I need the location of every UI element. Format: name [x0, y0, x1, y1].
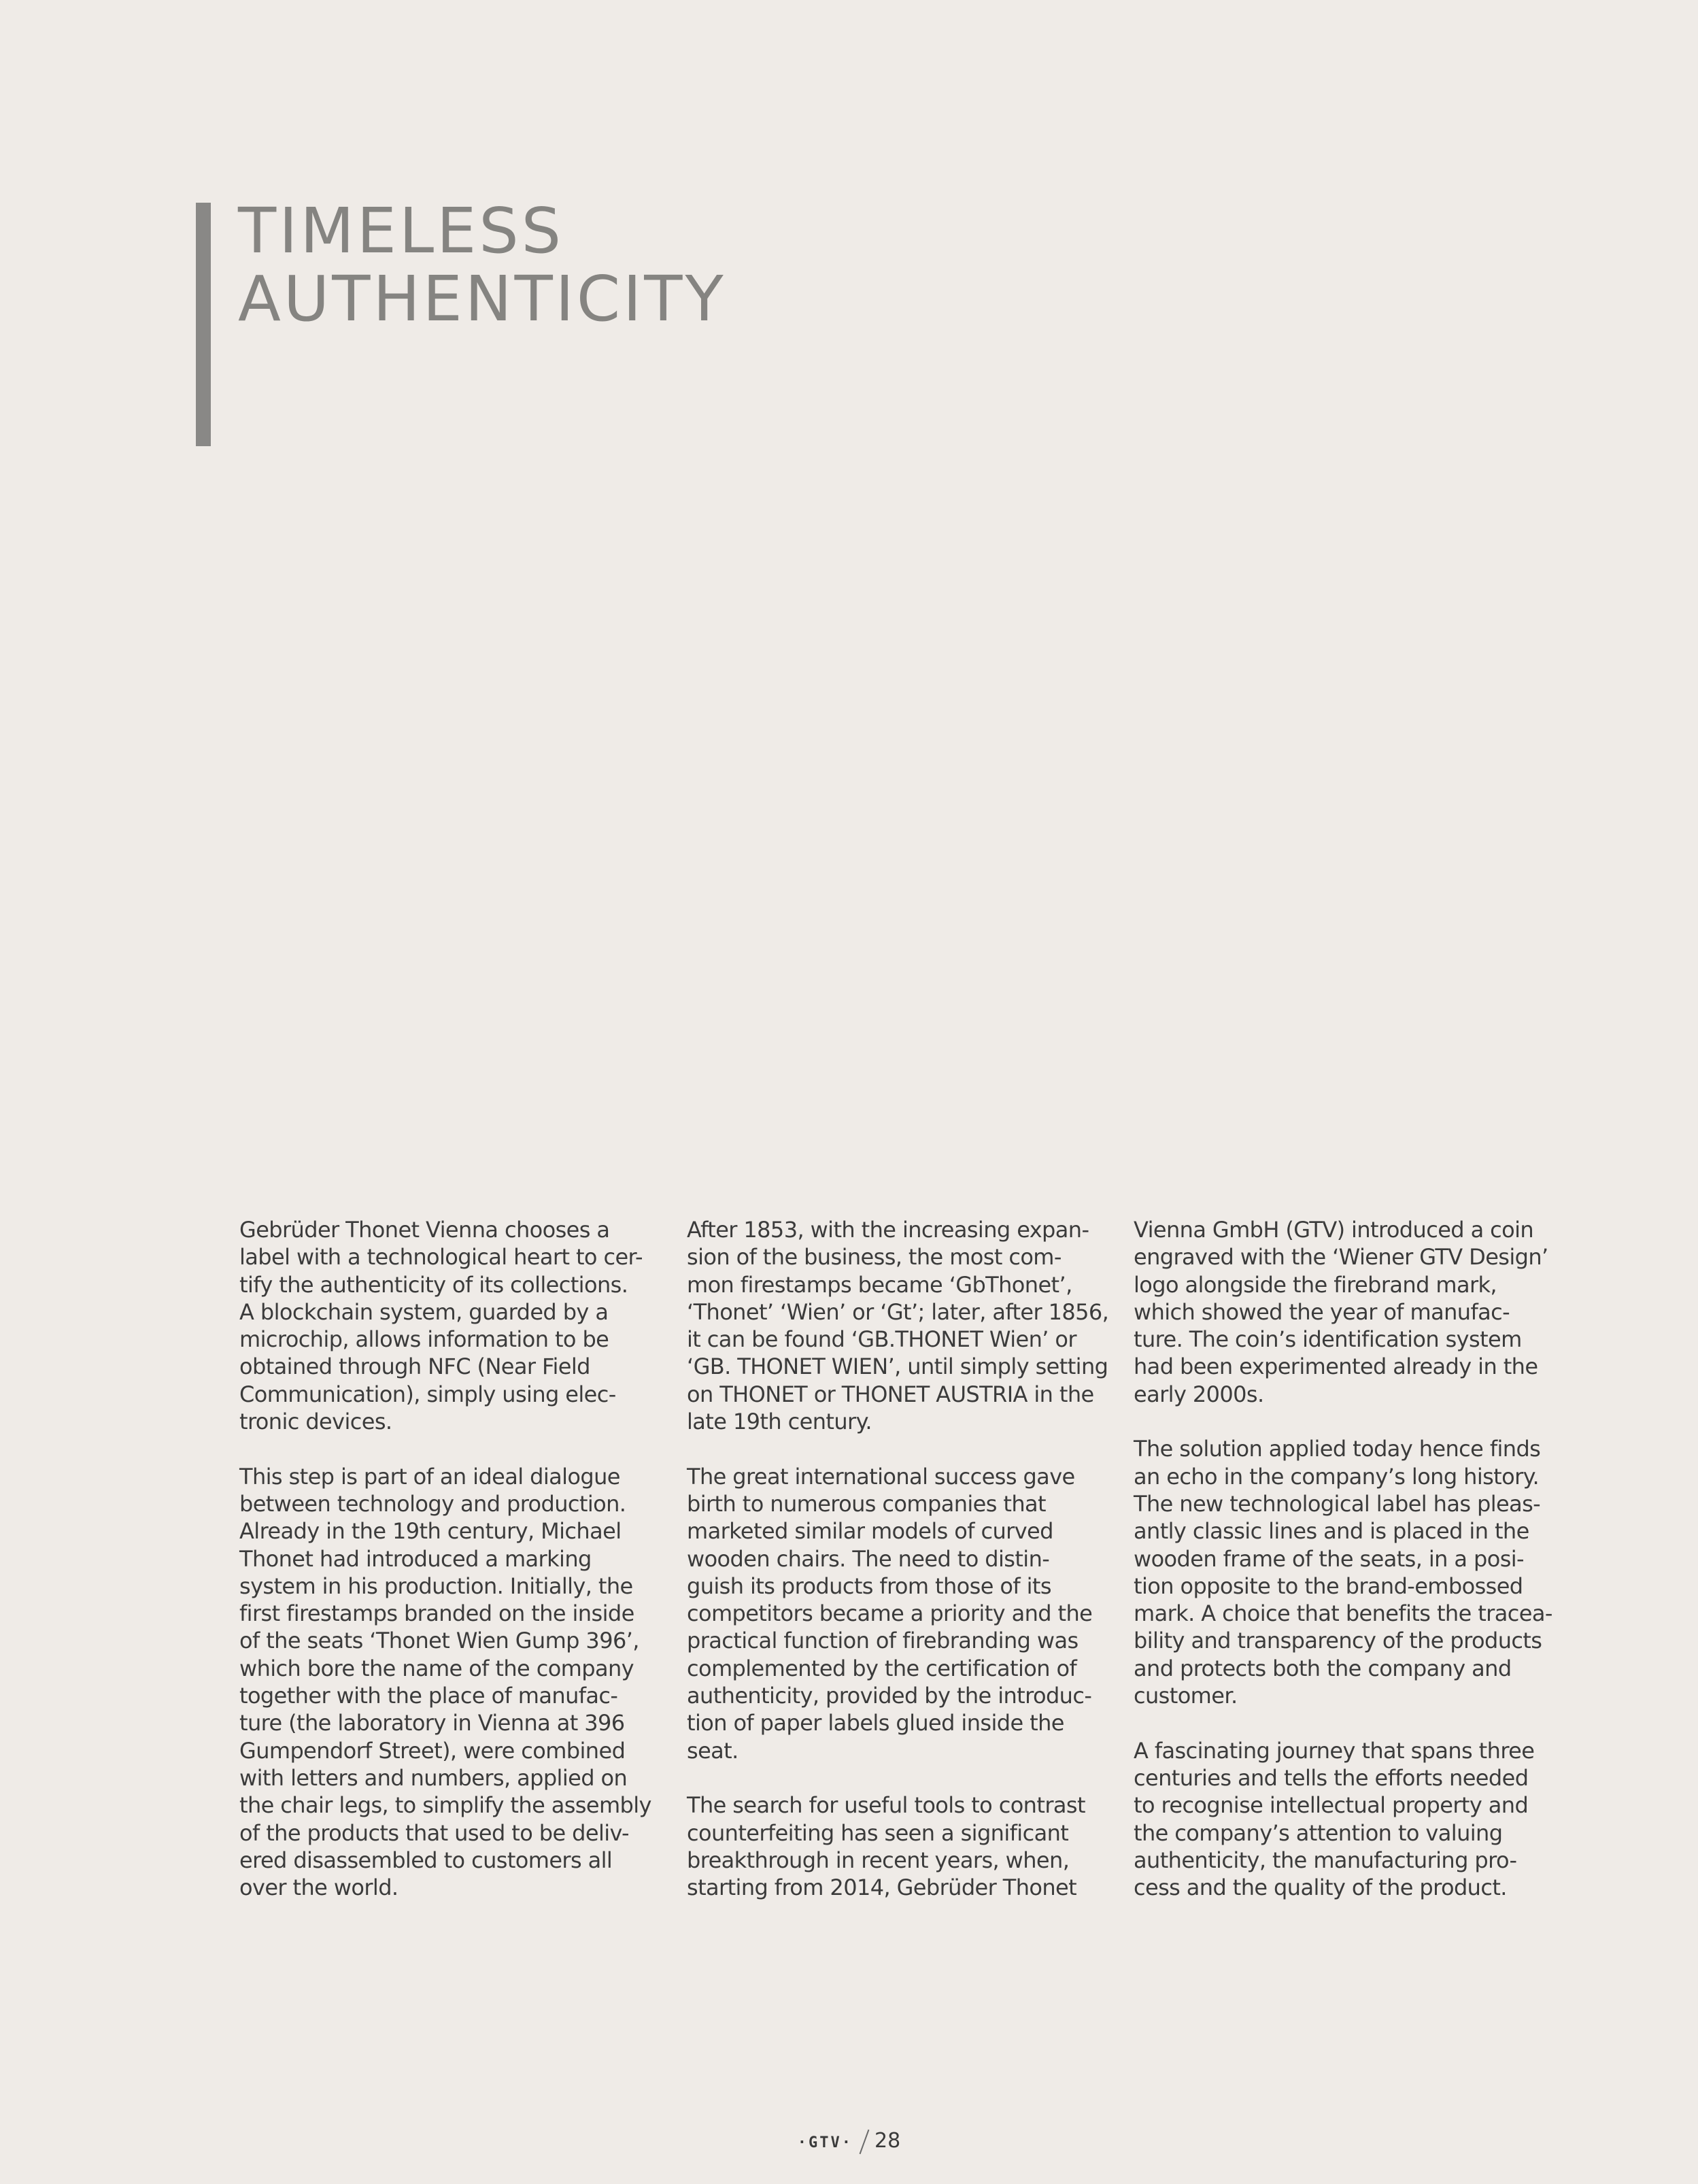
text-line: ture. The coin’s identification system: [1134, 1326, 1522, 1353]
text-line: engraved with the ‘Wiener GTV Design’: [1134, 1244, 1548, 1271]
text-line: The new technological label has pleas-: [1134, 1490, 1541, 1517]
text-line: which bore the name of the company: [239, 1655, 634, 1681]
page-number: 28: [875, 2129, 901, 2153]
text-line: guish its products from those of its: [687, 1573, 1051, 1599]
text-line: of the seats ‘Thonet Wien Gump 396’,: [239, 1628, 639, 1654]
text-line: After 1853, with the increasing expan-: [687, 1217, 1089, 1243]
paragraph-gap: [687, 1435, 1098, 1462]
text-line: authenticity, the manufacturing pro-: [1134, 1847, 1517, 1873]
text-line: authenticity, provided by the introduc-: [687, 1683, 1092, 1709]
text-line: seat.: [687, 1737, 738, 1764]
text-line: first firestamps branded on the inside: [239, 1600, 634, 1627]
text-line: and protects both the company and: [1134, 1655, 1512, 1681]
text-line: ‘GB. THONET WIEN’, until simply setting: [687, 1354, 1108, 1380]
text-line: microchip, allows information to be: [239, 1326, 609, 1353]
text-line: Communication), simply using elec-: [239, 1381, 616, 1407]
text-line: A fascinating journey that spans three: [1134, 1737, 1535, 1764]
text-line: practical function of firebranding was: [687, 1628, 1079, 1654]
text-line: wooden chairs. The need to distin-: [687, 1545, 1050, 1572]
text-column-1: [239, 1216, 651, 1901]
text-line: A blockchain system, guarded by a: [239, 1298, 609, 1325]
gtv-logo: ·GTV·: [797, 2134, 853, 2151]
text-line: ered disassembled to customers all: [239, 1847, 613, 1873]
text-line: to recognise intellectual property and: [1134, 1792, 1529, 1819]
text-line: Already in the 19th century, Michael: [239, 1518, 622, 1545]
text-line: mon firestamps became ‘GbThonet’,: [687, 1271, 1072, 1298]
text-line: antly classic lines and is placed in the: [1134, 1518, 1529, 1545]
page-title: TIMELESS AUTHENTICITY: [238, 195, 726, 335]
page-footer: [0, 2128, 1698, 2155]
text-line: customer.: [1134, 1683, 1238, 1709]
paragraph-gap: [1134, 1709, 1545, 1736]
text-line: logo alongside the firebrand mark,: [1134, 1271, 1497, 1298]
text-line: early 2000s.: [1134, 1381, 1264, 1407]
text-line: system in his production. Initially, the: [239, 1573, 633, 1599]
title-accent-bar: [196, 203, 211, 446]
text-line: with letters and numbers, applied on: [239, 1764, 628, 1791]
text-line: of the products that used to be deliv-: [239, 1819, 629, 1846]
text-line: together with the place of manufac-: [239, 1683, 618, 1709]
text-line: the chair legs, to simplify the assembly: [239, 1792, 651, 1819]
text-line: Gebrüder Thonet Vienna chooses a: [239, 1217, 610, 1243]
text-line: over the world.: [239, 1875, 398, 1901]
text-line: The search for useful tools to contrast: [687, 1792, 1085, 1819]
text-line: starting from 2014, Gebrüder Thonet: [687, 1875, 1077, 1901]
text-line: counterfeiting has seen a significant: [687, 1819, 1069, 1846]
text-line: Vienna GmbH (GTV) introduced a coin: [1134, 1217, 1534, 1243]
paragraph-gap: [1134, 1408, 1545, 1435]
text-line: sion of the business, the most com-: [687, 1244, 1062, 1271]
text-column-2: [687, 1216, 1109, 1901]
text-line: late 19th century.: [687, 1409, 872, 1435]
text-line: tify the authenticity of its collections.: [239, 1271, 628, 1298]
paragraph-gap: [687, 1764, 1098, 1792]
text-line: The great international success gave: [687, 1463, 1075, 1490]
text-line: ‘Thonet’ ‘Wien’ or ‘Gt’; later, after 1856,: [687, 1298, 1109, 1325]
text-line: Thonet had introduced a marking: [239, 1545, 592, 1572]
text-line: an echo in the company’s long history.: [1134, 1463, 1540, 1490]
paragraph-gap: [239, 1435, 651, 1462]
text-line: breakthrough in recent years, when,: [687, 1847, 1070, 1873]
footer-separator: [860, 2129, 870, 2153]
text-line: Gumpendorf Street), were combined: [239, 1737, 626, 1764]
text-line: on THONET or THONET AUSTRIA in the: [687, 1381, 1094, 1407]
text-line: bility and transparency of the products: [1134, 1628, 1542, 1654]
text-line: wooden frame of the seats, in a posi-: [1134, 1545, 1525, 1572]
text-line: competitors became a priority and the: [687, 1600, 1093, 1627]
text-line: the company’s attention to valuing: [1134, 1819, 1503, 1846]
text-line: between technology and production.: [239, 1490, 626, 1517]
text-line: had been experimented already in the: [1134, 1354, 1538, 1380]
text-line: obtained through NFC (Near Field: [239, 1354, 590, 1380]
text-line: cess and the quality of the product.: [1134, 1875, 1507, 1901]
text-line: complemented by the certification of: [687, 1655, 1077, 1681]
text-line: label with a technological heart to cer-: [239, 1244, 643, 1271]
text-line: mark. A choice that benefits the tracea-: [1134, 1600, 1552, 1627]
text-line: tion opposite to the brand-embossed: [1134, 1573, 1523, 1599]
text-line: This step is part of an ideal dialogue: [239, 1463, 620, 1490]
text-line: tronic devices.: [239, 1409, 392, 1435]
text-line: ture (the laboratory in Vienna at 396: [239, 1710, 625, 1736]
text-line: marketed similar models of curved: [687, 1518, 1053, 1545]
text-line: birth to numerous companies that: [687, 1490, 1046, 1517]
text-line: which showed the year of manufac-: [1134, 1298, 1510, 1325]
text-line: it can be found ‘GB.THONET Wien’ or: [687, 1326, 1076, 1353]
text-column-3: [1134, 1216, 1552, 1901]
text-line: tion of paper labels glued inside the: [687, 1710, 1064, 1736]
text-line: centuries and tells the efforts needed: [1134, 1764, 1529, 1791]
text-line: The solution applied today hence finds: [1134, 1436, 1541, 1462]
